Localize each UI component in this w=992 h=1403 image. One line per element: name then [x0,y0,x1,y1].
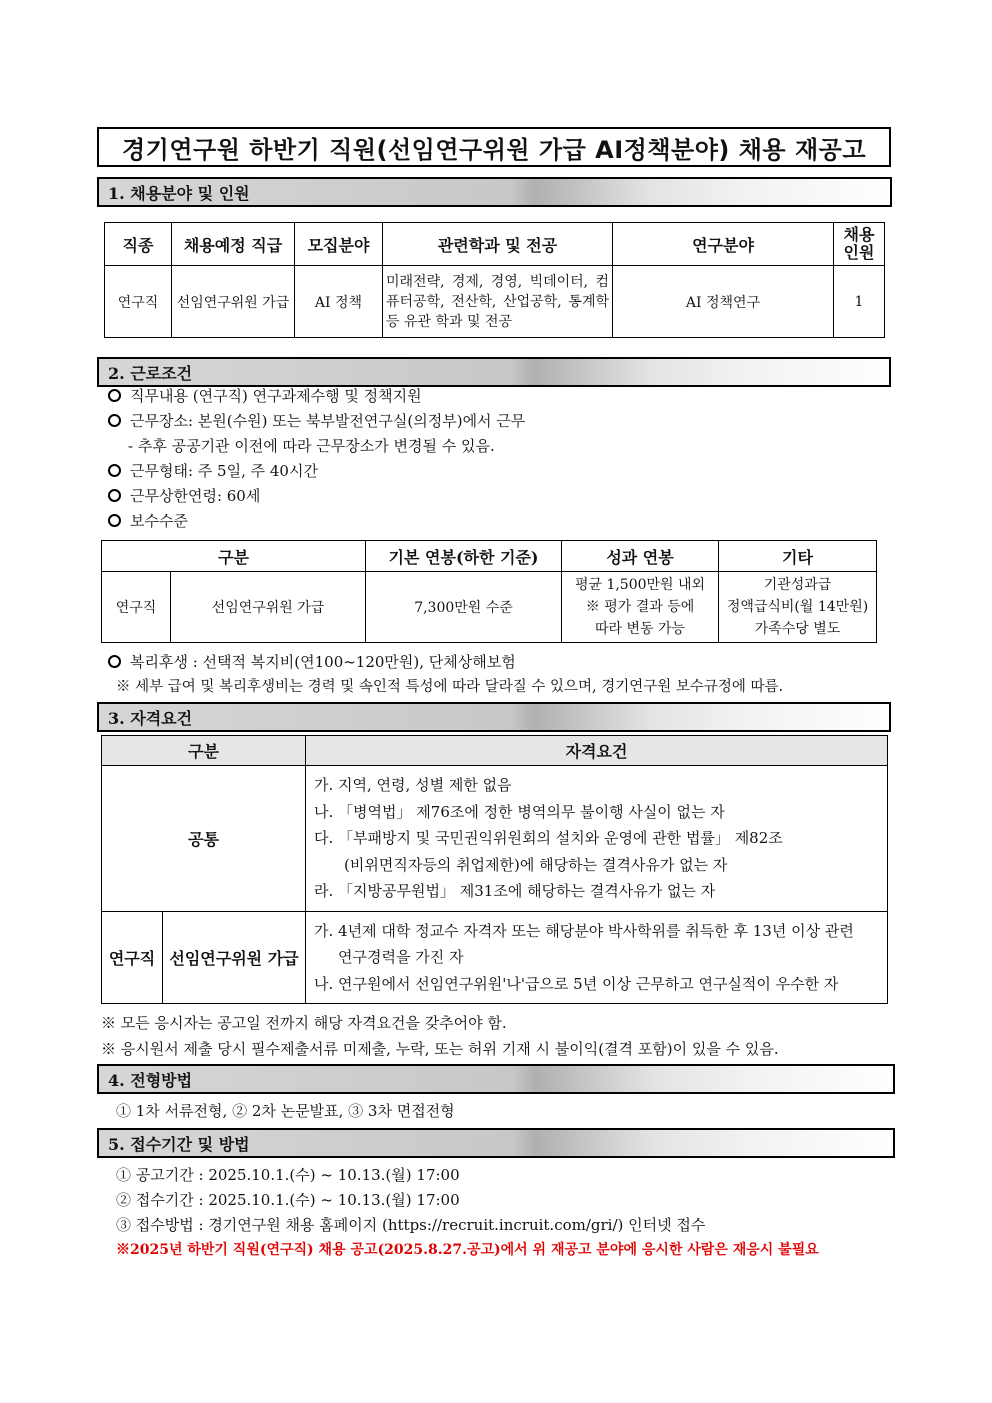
section-heading-4: 4. 전형방법 [97,1064,895,1094]
qualification-table [101,735,888,1004]
section-heading-3: 3. 자격요건 [97,702,891,732]
table-cell: AI 정책연구 [613,266,834,338]
table-header-row [105,223,885,266]
table-row [105,266,885,338]
circle-bullet-icon [108,489,121,502]
table-cell: 기관성과급 정액급식비(월 14만원) 가족수당 별도 [719,572,877,643]
welfare-item: 복리후생 : 선택적 복지비(연100~120만원), 단체상해보험 [108,652,516,672]
work-item: 근무장소: 본원(수원) 또는 북부발전연구실(의정부)에서 근무 [108,411,525,431]
salary-table [101,540,877,643]
requirement-list: 가. 4년제 대학 정교수 자격자 또는 해당분야 박사학위를 취득한 후 13년 이상 관련 연구경력을 가진 자 나. 연구원에서 선임연구위원'나'급으로 5년 이상 근무하고 연구실적이 우수한 자 [306,911,888,1004]
table-row [102,766,888,912]
table-cell: 선임연구위원 가급 [172,266,295,338]
welfare-note: ※ 세부 급여 및 복리후생비는 경력 및 속인적 특성에 따라 달라질 수 있으며, 경기연구원 보수규정에 따름. [116,679,784,695]
col-header: 채용 인원 [834,223,885,266]
circle-bullet-icon [108,464,121,477]
col-header: 관련학과 및 전공 [383,223,613,266]
table-cell: 공통 [102,766,306,912]
table-header-row [102,541,877,572]
circle-bullet-icon [108,414,121,427]
circle-bullet-icon [108,514,121,527]
apply-item: ② 접수기간 : 2025.10.1.(수) ~ 10.13.(월) 17:00 [116,1191,460,1209]
table-cell: 1 [834,266,885,338]
work-item: 보수수준 [108,511,188,531]
col-header: 채용예정 직급 [172,223,295,266]
table-cell: 미래전략, 경제, 경영, 빅데이터, 컴퓨터공학, 전산학, 산업공학, 통계학 등 유관 학과 및 전공 [383,266,613,338]
table-cell: 연구직 [102,911,163,1004]
section-heading-1: 1. 채용분야 및 인원 [97,177,892,207]
reapply-notice: ※2025년 하반기 직원(연구직) 채용 공고(2025.8.27.공고)에서 위 재공고 분야에 응시한 사람은 재응시 불필요 [116,1242,819,1258]
col-header: 구분 [102,541,366,572]
table-cell: 7,300만원 수준 [366,572,562,643]
qualification-note: ※ 모든 응시자는 공고일 전까지 해당 자격요건을 갖추어야 함. [101,1014,507,1032]
selection-steps: ① 1차 서류전형, ② 2차 논문발표, ③ 3차 면접전형 [116,1102,455,1120]
circle-bullet-icon [108,389,121,402]
apply-item: ① 공고기간 : 2025.10.1.(수) ~ 10.13.(월) 17:00 [116,1166,460,1184]
section-heading-5: 5. 접수기간 및 방법 [97,1128,895,1158]
col-header: 모집분야 [295,223,383,266]
table-cell: 연구직 [102,572,171,643]
work-item: 직무내용 (연구직) 연구과제수행 및 정책지원 [108,386,422,406]
table-cell: 선임연구위원 가급 [171,572,366,643]
page-title: 경기연구원 하반기 직원(선임연구위원 가급 AI정책분야) 채용 재공고 [97,127,891,167]
table-cell: AI 정책 [295,266,383,338]
table-cell: 평균 1,500만원 내외 ※ 평가 결과 등에 따라 변동 가능 [562,572,719,643]
col-header: 기타 [719,541,877,572]
col-header: 직종 [105,223,172,266]
section-heading-2: 2. 근로조건 [97,357,891,387]
table-cell: 선임연구위원 가급 [163,911,306,1004]
table-cell: 연구직 [105,266,172,338]
table-row [102,911,888,1004]
col-header: 구분 [102,736,306,766]
table-header-row [102,736,888,766]
work-sub-note: - 추후 공공기관 이전에 따라 근무장소가 변경될 수 있음. [128,437,495,455]
col-header: 연구분야 [613,223,834,266]
work-item: 근무형태: 주 5일, 주 40시간 [108,461,318,481]
col-header: 성과 연봉 [562,541,719,572]
recruitment-table [104,222,885,338]
col-header: 자격요건 [306,736,888,766]
requirement-list: 가. 지역, 연령, 성별 제한 없음 나. 「병역법」 제76조에 정한 병역의무 불이행 사실이 없는 자 다. 「부패방지 및 국민권익위원회의 설치와 운영에 관한 법률」 제82조 (비위면직자등의 취업제한)에 해당하는 결격사유가 없는 자 라. 「지방공무원법」 제31조에 해당하는 결격사유가 없는 자 [306,766,888,912]
qualification-note: ※ 응시원서 제출 당시 필수제출서류 미제출, 누락, 또는 허위 기재 시 불이익(결격 포함)이 있을 수 있음. [101,1040,779,1058]
work-item: 근무상한연령: 60세 [108,486,260,506]
col-header: 기본 연봉(하한 기준) [366,541,562,572]
circle-bullet-icon [108,655,121,668]
table-row [102,572,877,643]
apply-item: ③ 접수방법 : 경기연구원 채용 홈페이지 (https://recruit.incruit.com/gri/) 인터넷 접수 [116,1216,706,1234]
